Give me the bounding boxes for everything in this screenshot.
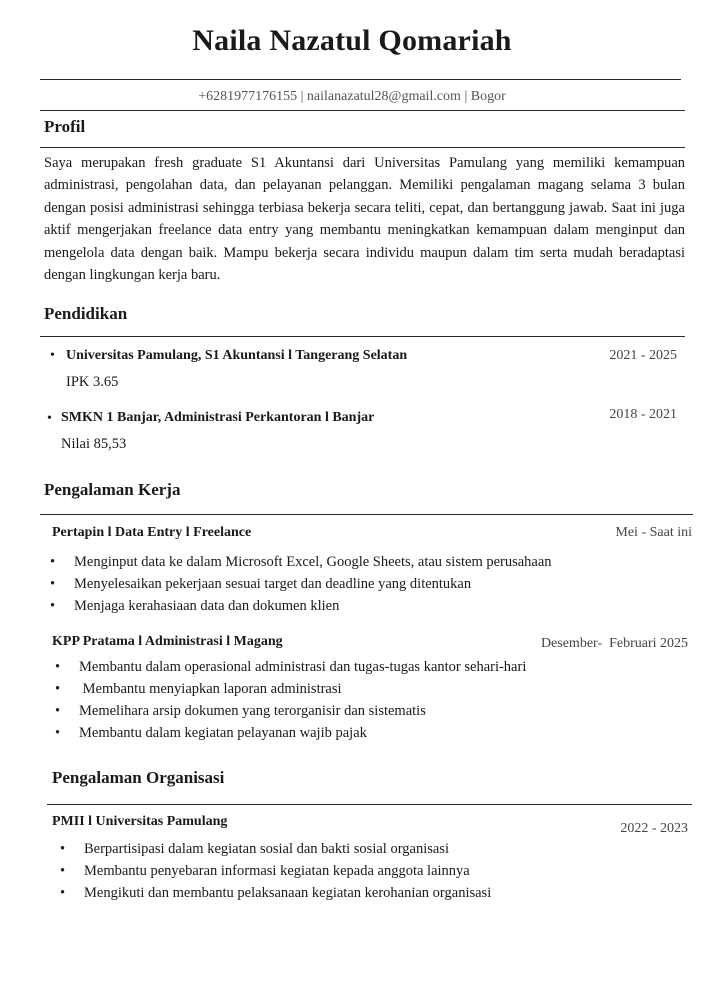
header-divider-bottom xyxy=(40,110,685,111)
pendidikan-divider xyxy=(40,336,685,337)
section-title-pendidikan: Pendidikan xyxy=(44,304,128,323)
duty-text: Membantu dalam kegiatan pelayanan wajib pajak xyxy=(79,725,367,741)
list-item xyxy=(50,595,680,617)
duty-text: Membantu dalam operasional administrasi dan tugas-tugas kantor sehari-hari xyxy=(79,659,527,675)
bullet-dot: • xyxy=(60,841,66,857)
bullet-dot: • xyxy=(50,554,56,570)
duty-text: Membantu menyiapkan laporan administrasi xyxy=(79,681,342,697)
education-school: SMKN 1 Banjar, Administrasi Perkantoran l Banjar xyxy=(61,410,375,425)
contact-line: +6281977176155 | nailanazatul28@gmail.com | Bogor xyxy=(198,89,506,104)
bullet-dot: • xyxy=(60,863,66,879)
job-title: KPP Pratama l Administrasi l Magang xyxy=(52,634,283,649)
job-date: Desember- Februari 2025 xyxy=(540,636,688,651)
bullet-dot: • xyxy=(50,598,56,614)
list-item xyxy=(60,882,680,904)
bullet-dot: • xyxy=(60,885,66,901)
bullet-dot: • xyxy=(50,576,56,592)
job-date: Mei - Saat ini xyxy=(615,525,692,540)
list-item xyxy=(55,656,685,678)
organization-date: 2022 - 2023 xyxy=(620,821,688,836)
profile-summary: Saya merupakan fresh graduate S1 Akuntansi dari Universitas Pamulang yang memiliki kemampuan administrasi, pengolahan data, dan pelayanan pelanggan. Memiliki pengalaman magang selama 3 bulan dengan posisi administrasi sehingga terbiasa bekerja secara teliti, cepat, dan bertanggung jawab. Saat ini juga aktif mengerjakan freelance data entry yang membantu meningkatkan kemampuan dalam menginput dan mengelola data dengan baik. Mampu bekerja secara individu maupun dalam tim serta mudah beradaptasi dengan lingkungan kerja baru. xyxy=(44,155,685,284)
job-title: Pertapin l Data Entry l Freelance xyxy=(52,525,252,540)
list-item xyxy=(50,573,680,595)
bullet-dot: • xyxy=(47,411,52,426)
education-school: Universitas Pamulang, S1 Akuntansi l Tangerang Selatan xyxy=(66,348,408,363)
organization-title: PMII l Universitas Pamulang xyxy=(52,814,228,829)
section-title-profil: Profil xyxy=(44,117,86,136)
duty-text: Memelihara arsip dokumen yang terorganisir dan sistematis xyxy=(79,703,426,719)
bullet-dot: • xyxy=(55,725,61,741)
job-duties-list xyxy=(55,656,685,744)
organization-duties-list xyxy=(60,838,680,904)
bullet-dot: • xyxy=(55,659,61,675)
duty-text: Menginput data ke dalam Microsoft Excel, Google Sheets, atau sistem perusahaan xyxy=(74,554,552,570)
education-date: 2018 - 2021 xyxy=(609,407,677,422)
list-item xyxy=(60,838,680,860)
duty-text: Menjaga kerahasiaan data dan dokumen klien xyxy=(74,598,340,614)
duty-text: Berpartisipasi dalam kegiatan sosial dan bakti sosial organisasi xyxy=(84,841,449,857)
list-item xyxy=(55,678,685,700)
section-title-organisasi: Pengalaman Organisasi xyxy=(52,768,225,787)
list-item xyxy=(55,700,685,722)
job-duties-list xyxy=(50,551,680,617)
list-item xyxy=(60,860,680,882)
kerja-divider xyxy=(40,514,693,515)
list-item xyxy=(50,551,680,573)
bullet-dot: • xyxy=(50,348,55,363)
education-detail: IPK 3.65 xyxy=(66,374,119,390)
duty-text: Mengikuti dan membantu pelaksanaan kegiatan kerohanian organisasi xyxy=(84,885,492,901)
bullet-dot: • xyxy=(55,703,61,719)
bullet-dot: • xyxy=(55,681,61,697)
section-title-kerja: Pengalaman Kerja xyxy=(44,480,181,499)
education-detail: Nilai 85,53 xyxy=(61,436,127,452)
duty-text: Menyelesaikan pekerjaan sesuai target dan deadline yang ditentukan xyxy=(74,576,472,592)
organisasi-divider xyxy=(47,804,692,805)
education-date: 2021 - 2025 xyxy=(609,348,677,363)
list-item xyxy=(55,722,685,744)
profil-divider xyxy=(40,147,685,148)
duty-text: Membantu penyebaran informasi kegiatan kepada anggota lainnya xyxy=(84,863,470,879)
header-divider-top xyxy=(40,79,681,80)
candidate-name: Naila Nazatul Qomariah xyxy=(192,24,512,57)
